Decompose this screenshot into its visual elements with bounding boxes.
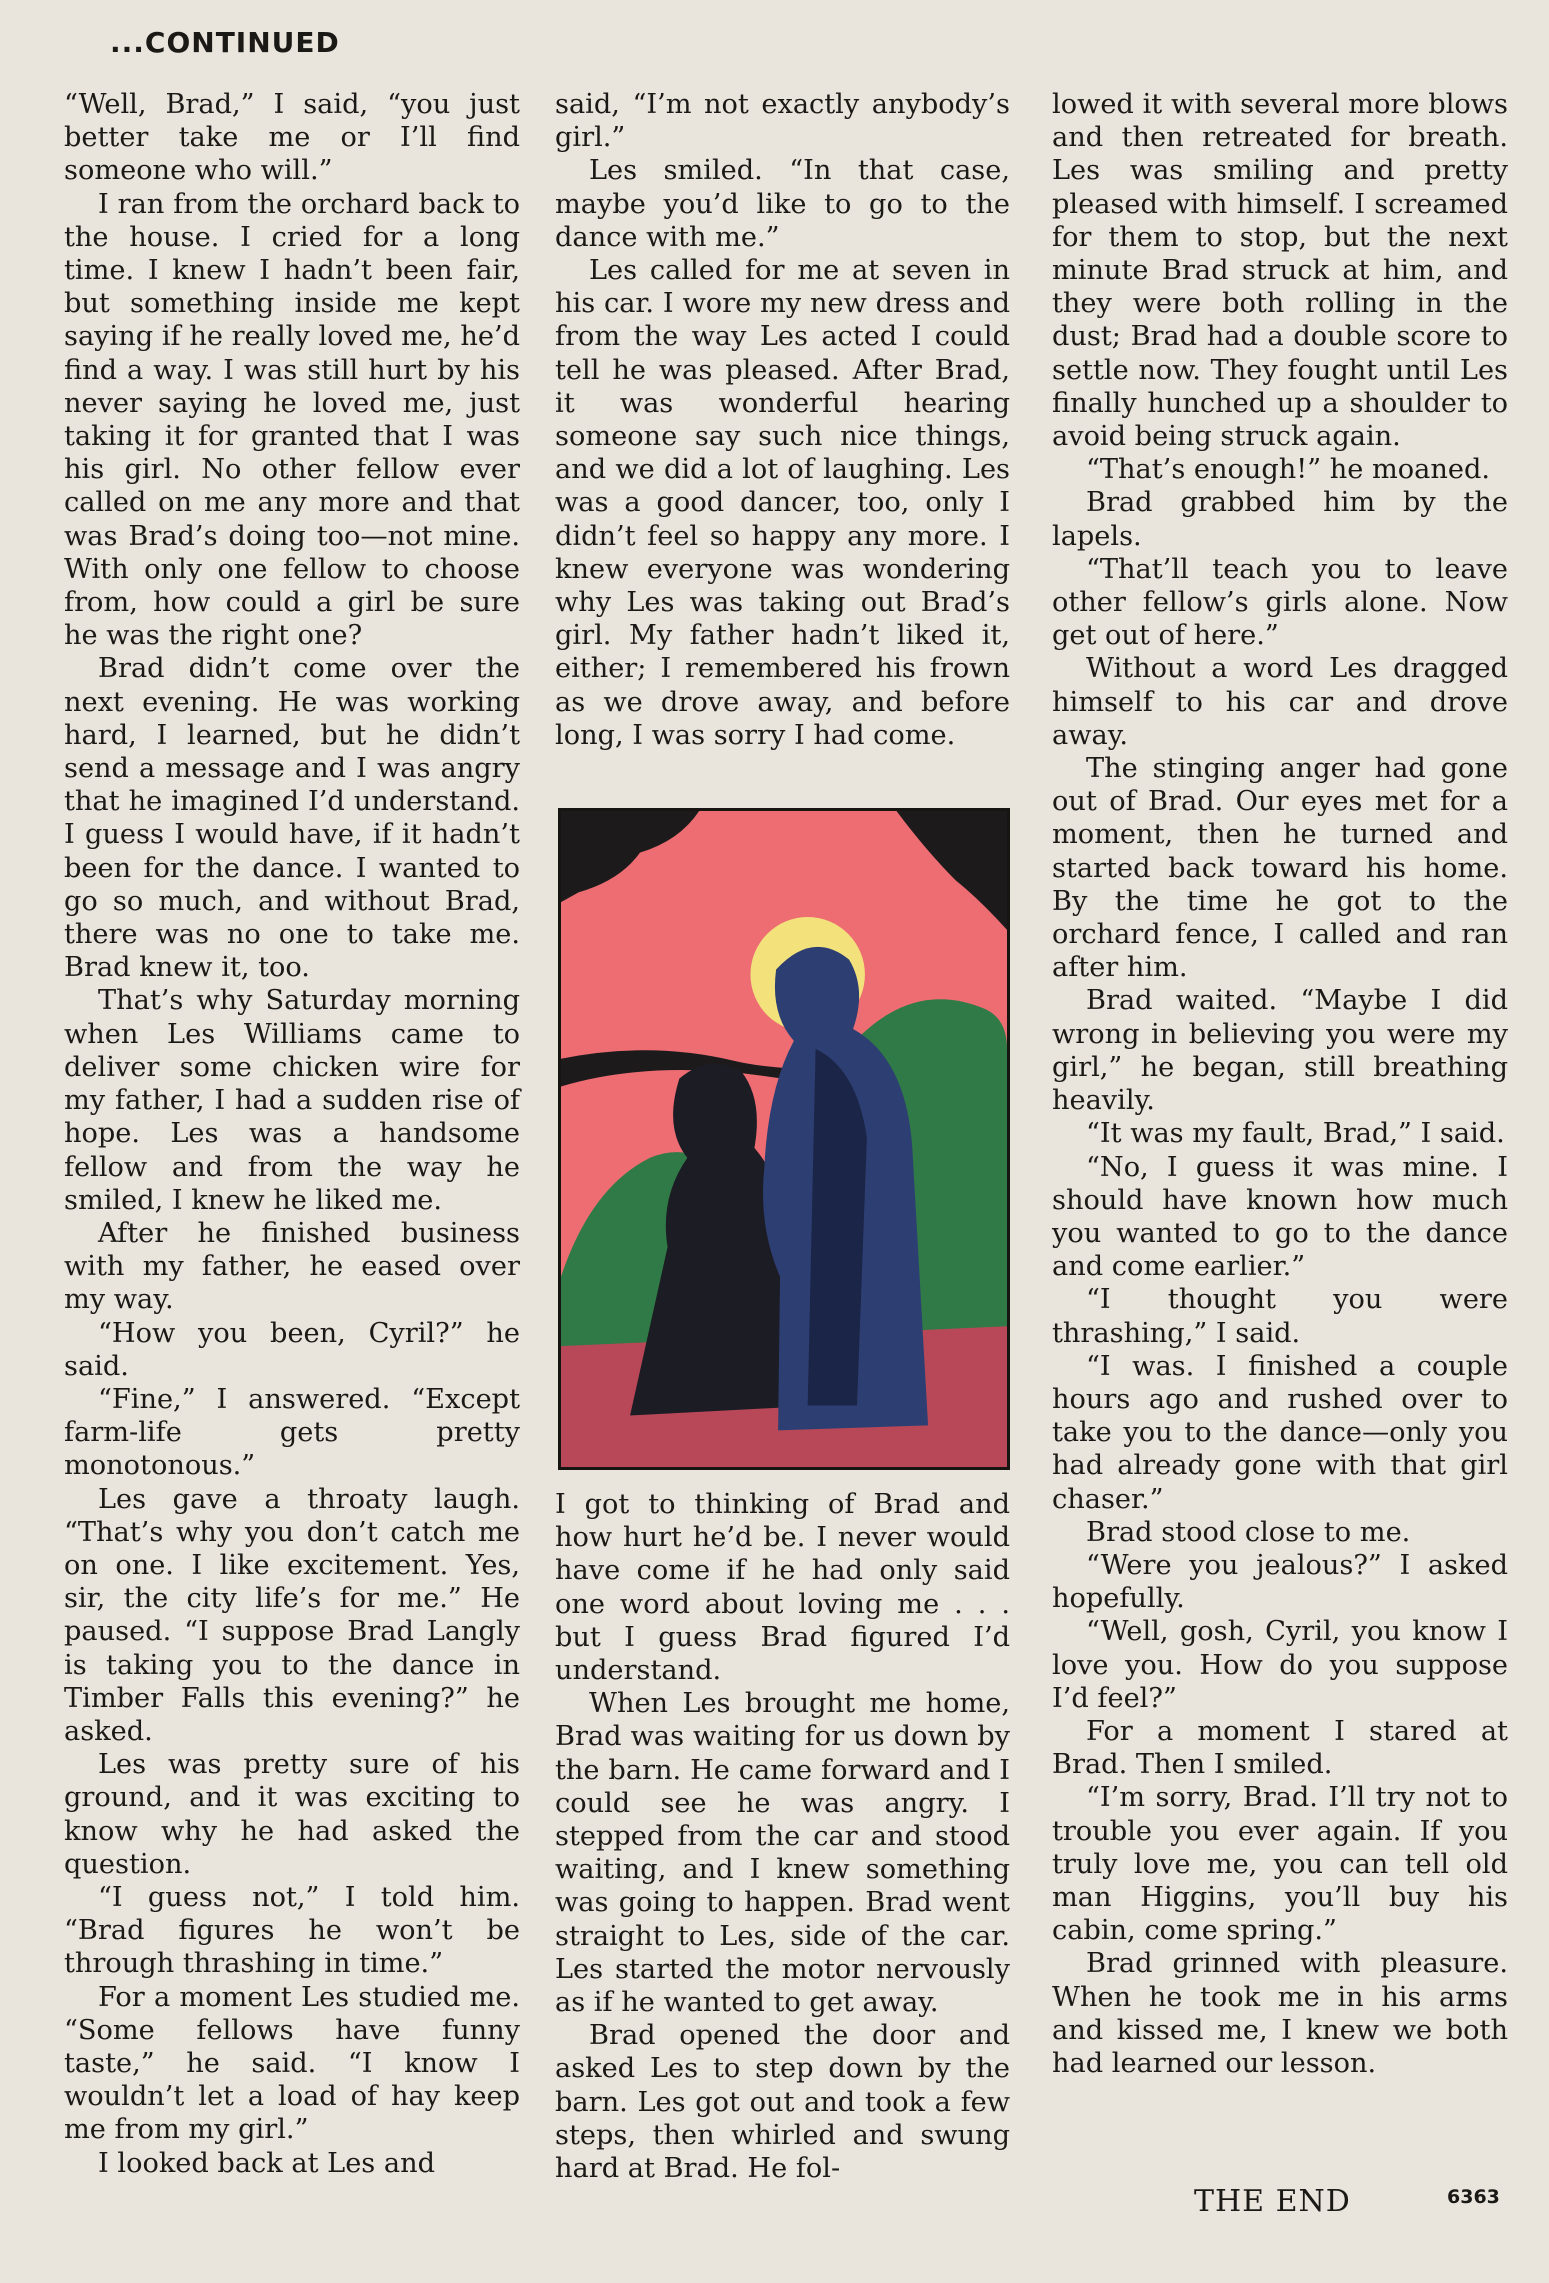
paragraph: Brad didn’t come over the next evening. He was working hard, I learned, but he didn’t send a message and I was angry that he imagined I’d understand. I guess I would have, if it hadn’t been for the dance. I wanted to go so much, and without Brad, there was no one to take me. Brad knew it, too. xyxy=(64,653,520,984)
paragraph: “Well, gosh, Cyril, you know I love you. How do you suppose I’d feel?” xyxy=(1052,1616,1508,1714)
paragraph: Brad stood close to me. xyxy=(1086,1516,1411,1548)
illustration-svg xyxy=(561,811,1007,1467)
paragraph: I got to thinking of Brad and how hurt he’d be. I never would have come if he had only said one word about loving me . . . but I guess Brad figured I’d understand. xyxy=(555,1489,1010,1687)
paragraph: “How you been, Cyril?” he said. xyxy=(64,1317,520,1382)
paragraph: Les was pretty sure of his ground, and it was exciting to know why he had asked the question. xyxy=(64,1749,520,1880)
paragraph: The stinging anger had gone out of Brad. Our eyes met for a moment, then he turned and started back toward his home. By the time he got to the orchard fence, I called and ran after him. xyxy=(1052,753,1508,984)
paragraph: Brad grinned with pleasure. When he took me in his arms and kissed me, I knew we both had learned our lesson. xyxy=(1052,1948,1508,2079)
paragraph: Les called for me at seven in his car. I wore my new dress and from the way Les acted I could tell he was pleased. After Brad, it was wonderful hearing someone say such nice things, and we did a lot of laughing. Les was a good dancer, too, only I didn’t feel so happy any more. I knew everyone was wondering why Les was taking out Brad’s girl. My father hadn’t liked it, either; I remembered his frown as we drove away, and before long, I was sorry I had come. xyxy=(555,255,1010,751)
page-code: 6363 xyxy=(1447,2186,1500,2208)
paragraph: Without a word Les dragged himself to his car and drove away. xyxy=(1052,653,1508,751)
couple-silhouette-illustration xyxy=(558,808,1010,1470)
paragraph: When Les brought me home, Brad was waiting for us down by the barn. He came forward and I could see he was angry. I stepped from the car and stood waiting, and I knew something was going to happen. Brad went straight to Les, side of the car. Les started the motor nervously as if he wanted to get away. xyxy=(555,1688,1010,2019)
paragraph: “No, I guess it was mine. I should have known how much you wanted to go to the dance and come earlier.” xyxy=(1052,1151,1508,1283)
paragraph: Brad opened the door and asked Les to step down by the barn. Les got out and took a few steps, then whirled and swung hard at Brad. He fol- xyxy=(555,2020,1010,2185)
paragraph: After he finished business with my father, he eased over my way. xyxy=(64,1217,520,1316)
man-shadow xyxy=(808,1049,867,1406)
text-column-2-bottom xyxy=(555,1488,1010,2185)
paragraph: For a moment I stared at Brad. Then I smiled. xyxy=(1052,1715,1508,1781)
text-column-3 xyxy=(1052,88,1508,2080)
continued-header: ...CONTINUED xyxy=(110,26,340,59)
paragraph: Brad grabbed him by the lapels. xyxy=(1052,487,1508,552)
text-column-2-top xyxy=(555,88,1010,752)
paragraph: “It was my fault, Brad,” I said. xyxy=(1086,1118,1505,1150)
paragraph: “Fine,” I answered. “Except farm-life gets pretty monotonous.” xyxy=(64,1383,520,1482)
paragraph: lowed it with several more blows and then retreated for breath. Les was smiling and pretty pleased with himself. I screamed for them to stop, but the next minute Brad struck at him, and they were both rolling in the dust; Brad had a double score to settle now. They fought until Les finally hunched up a shoulder to avoid being struck again. xyxy=(1052,89,1508,453)
paragraph: “That’ll teach you to leave other fellow’s girls alone. Now get out of here.” xyxy=(1052,553,1508,652)
paragraph: “I was. I finished a couple hours ago and rushed over to take you to the dance—only you had already gone with that girl chaser.” xyxy=(1052,1350,1508,1515)
paragraph: “I’m sorry, Brad. I’ll try not to trouble you ever again. If you truly love me, you can tell old man Higgins, you’ll buy his cabin, come spring.” xyxy=(1052,1782,1508,1947)
paragraph: “I guess not,” I told him. “Brad figures he won’t be through thrashing in time.” xyxy=(64,1881,520,1980)
text-column-1 xyxy=(64,88,520,2180)
paragraph: Brad waited. “Maybe I did wrong in believing you were my girl,” he began, still breathing heavily. xyxy=(1052,985,1508,1117)
paragraph: That’s why Saturday morning when Les Williams came to deliver some chicken wire for my father, I had a sudden rise of hope. Les was a handsome fellow and from the way he smiled, I knew he liked me. xyxy=(64,985,520,1216)
paragraph: “Well, Brad,” I said, “you just better take me or I’ll find someone who will.” xyxy=(64,89,520,187)
paragraph: “I thought you were thrashing,” I said. xyxy=(1052,1284,1508,1349)
paragraph: “That’s enough!” he moaned. xyxy=(1086,454,1491,486)
paragraph: said, “I’m not exactly anybody’s girl.” xyxy=(555,89,1010,154)
the-end-label: THE END xyxy=(1194,2184,1351,2219)
paragraph: Les gave a throaty laugh. “That’s why you don’t catch me on one. I like excitement. Yes, sir, the city life’s for me.” He paused. “I suppose Brad Langly is taking you to the dance in Timber Falls this evening?” he asked. xyxy=(64,1483,520,1747)
paragraph: For a moment Les studied me. “Some fellows have funny taste,” he said. “I know I wouldn’t let a load of hay keep me from my girl.” xyxy=(64,1981,520,2146)
paragraph: Les smiled. “In that case, maybe you’d like to go to the dance with me.” xyxy=(555,155,1010,253)
paragraph: I ran from the orchard back to the house. I cried for a long time. I knew I hadn’t been fair, but something inside me kept saying if he really loved me, he’d find a way. I was still hurt by his never saying he loved me, just taking it for granted that I was his girl. No other fellow ever called on me any more and that was Brad’s doing too—not mine. With only one fellow to choose from, how could a girl be sure he was the right one? xyxy=(64,188,520,652)
paragraph: “Were you jealous?” I asked hopefully. xyxy=(1052,1549,1508,1615)
paragraph: I looked back at Les and xyxy=(98,2147,436,2179)
